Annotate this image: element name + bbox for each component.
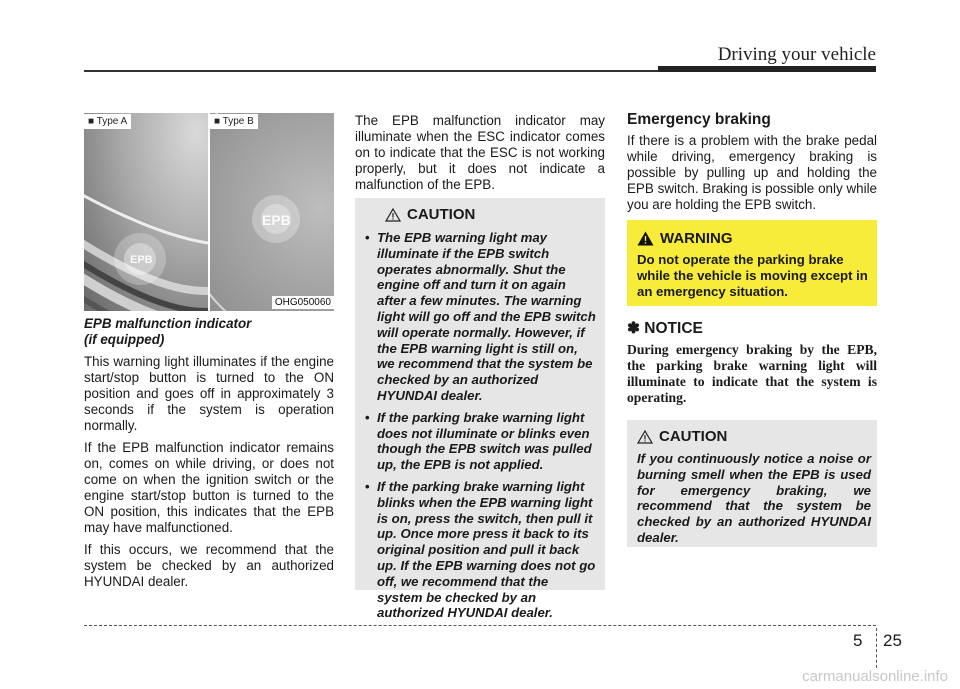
type-b-label: ■ Type B <box>210 114 258 129</box>
chapter-number: 5 <box>853 631 863 650</box>
figure-panel-type-a <box>84 113 208 311</box>
caution-list <box>365 230 597 627</box>
caution-box-epb-warning <box>355 198 605 621</box>
caution-box-emergency <box>627 420 877 547</box>
caution-triangle-icon <box>637 430 653 444</box>
caution-title: CAUTION <box>659 428 728 445</box>
notice-text: During emergency braking by the EPB, the parking brake warning light will illuminate to indicate that the system is operating. <box>627 342 877 405</box>
type-a-label: ■ Type A <box>84 114 131 129</box>
page-number: 25 <box>883 631 902 650</box>
caution-item: • If the parking brake warning light blinks when the EPB warning light is on, press the switch, then pull it up. Once more press it back to its original position and pull it back up. If the EPB warning does not go off, we recommend that the system be checked by an authorized HYUNDAI dealer. <box>365 479 597 621</box>
warning-text: Do not operate the parking brake while the vehicle is moving except in an emergency situation. <box>637 252 868 299</box>
footer-rule <box>84 625 876 626</box>
gauge-type-b-illustration <box>210 113 334 311</box>
warning-title: WARNING <box>660 230 733 247</box>
emergency-braking-heading: Emergency braking <box>627 111 771 128</box>
caution-item: • If the parking brake warning light does not illuminate or blinks even though the EPB switch was pulled up, the EPB is not applied. <box>365 410 597 473</box>
esc-indicator-paragraph: The EPB malfunction indicator may illuminate when the ESC indicator comes on to indicate that the ESC is not working properly, but it does not indicate a malfunction of the EPB. <box>355 113 605 192</box>
footer-separator <box>876 628 877 668</box>
paragraph: This warning light illuminates if the engine start/stop button is turned to the ON position and goes off in approximately 3 seconds if the system is operation normally. <box>84 354 334 433</box>
figure-panel-type-b <box>210 113 334 311</box>
caution-triangle-icon <box>385 208 401 222</box>
caption-line-2: (if equipped) <box>84 332 165 347</box>
figure-caption <box>84 316 334 348</box>
column-1 <box>84 316 334 596</box>
epb-indicator-figure <box>84 113 334 313</box>
watermark: carmanualsonline.info <box>802 668 948 685</box>
warning-triangle-icon <box>637 231 654 246</box>
notice-heading: ✽ NOTICE <box>627 320 703 337</box>
caution-heading <box>637 428 727 445</box>
section-title: Driving your vehicle <box>717 44 876 65</box>
caution-title: CAUTION <box>407 206 476 223</box>
warning-box <box>627 220 877 306</box>
caution-item: • The EPB warning light may illuminate if the EPB switch operates abnormally. Shut the engine off and turn it on again after a few minutes. The warning light will go off and the EPB switch will operate normally. However, if the EPB warning light is still on, we recommend that the system be checked by an authorized HYUNDAI dealer. <box>365 230 597 404</box>
caution-text: If you continuously notice a noise or burning smell when the EPB is used for emergency braking, we recommend that the system be checked by an authorized HYUNDAI dealer. <box>637 451 871 545</box>
paragraph: If this occurs, we recommend that the system be checked by an authorized HYUNDAI dealer. <box>84 542 334 589</box>
caption-line-1: EPB malfunction indicator <box>84 316 252 331</box>
gauge-type-a-illustration <box>84 113 208 311</box>
figure-code: OHG050060 <box>272 296 334 309</box>
epb-symbol-b: EPB <box>262 212 291 228</box>
paragraph: If the EPB malfunction indicator remains on, comes on while driving, or does not come on when the ignition switch or the engine start/stop button is turned to the ON position, this indicates that the EPB may have malfunctioned. <box>84 440 334 535</box>
epb-symbol-a: EPB <box>130 254 153 266</box>
caution-heading <box>385 206 475 223</box>
warning-heading <box>637 230 733 247</box>
header-rule-accent <box>658 66 876 72</box>
emergency-braking-paragraph: If there is a problem with the brake pedal while driving, emergency braking is possible by pulling up and holding the EPB switch. Braking is possible only while you are holding the EPB switch. <box>627 133 877 212</box>
